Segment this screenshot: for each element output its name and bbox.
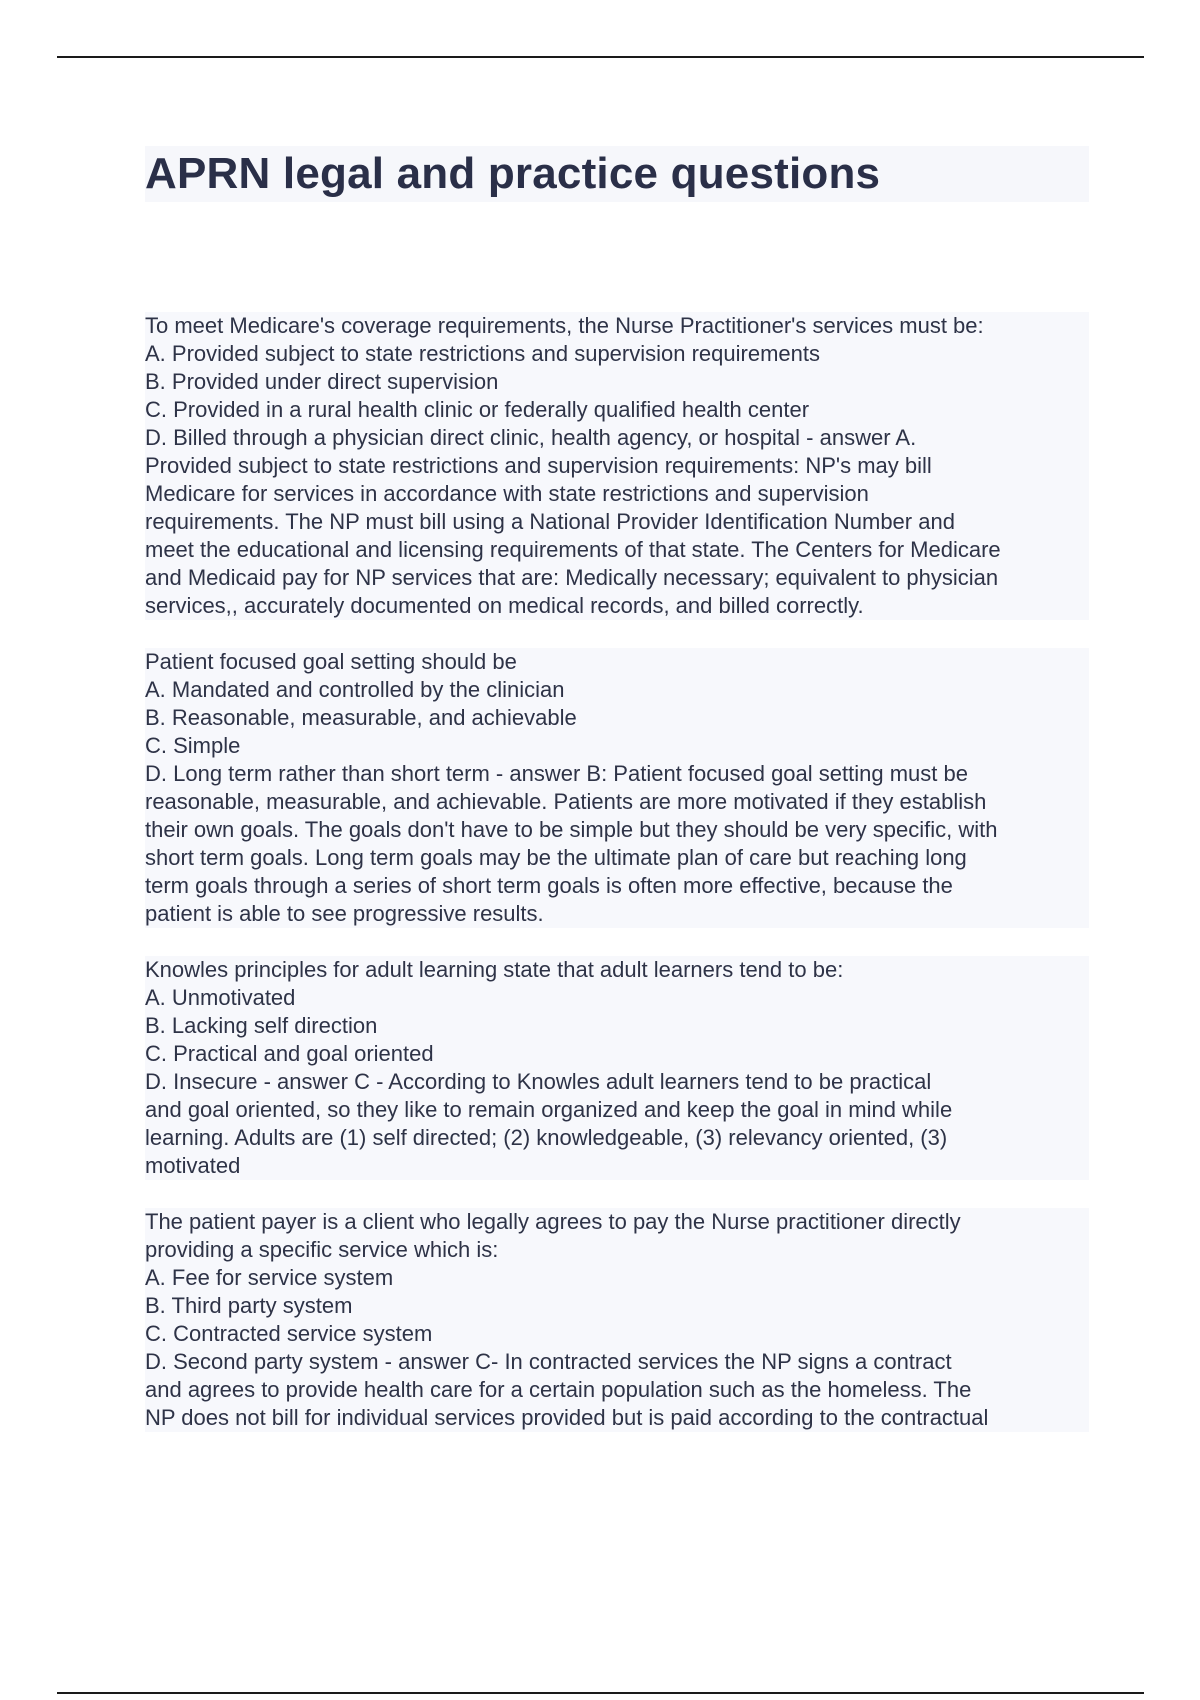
text-line: B. Reasonable, measurable, and achievable	[145, 704, 1089, 732]
text-line: Knowles principles for adult learning state that adult learners tend to be:	[145, 956, 1089, 984]
text-line: C. Practical and goal oriented	[145, 1040, 1089, 1068]
text-line: A. Mandated and controlled by the clinician	[145, 676, 1089, 704]
text-line: NP does not bill for individual services provided but is paid according to the contractual	[145, 1404, 1089, 1432]
question-block	[145, 956, 1089, 1180]
text-line: and Medicaid pay for NP services that are: Medically necessary; equivalent to physician	[145, 564, 1089, 592]
question-block	[145, 1208, 1089, 1432]
text-line: B. Lacking self direction	[145, 1012, 1089, 1040]
text-line: motivated	[145, 1152, 1089, 1180]
text-line: C. Contracted service system	[145, 1320, 1089, 1348]
question-block	[145, 312, 1089, 620]
text-line: Provided subject to state restrictions and supervision requirements: NP's may bill	[145, 452, 1089, 480]
page-bottom-rule	[57, 1692, 1144, 1694]
text-line: D. Long term rather than short term - answer B: Patient focused goal setting must be	[145, 760, 1089, 788]
text-line: A. Unmotivated	[145, 984, 1089, 1012]
text-line: A. Provided subject to state restrictions and supervision requirements	[145, 340, 1089, 368]
text-line: B. Third party system	[145, 1292, 1089, 1320]
text-line: their own goals. The goals don't have to be simple but they should be very specific, with	[145, 816, 1089, 844]
question-block	[145, 648, 1089, 928]
text-line: providing a specific service which is:	[145, 1236, 1089, 1264]
text-line: To meet Medicare's coverage requirements, the Nurse Practitioner's services must be:	[145, 312, 1089, 340]
text-line: D. Second party system - answer C- In contracted services the NP signs a contract	[145, 1348, 1089, 1376]
text-line: short term goals. Long term goals may be the ultimate plan of care but reaching long	[145, 844, 1089, 872]
text-line: and agrees to provide health care for a certain population such as the homeless. The	[145, 1376, 1089, 1404]
text-line: term goals through a series of short term goals is often more effective, because the	[145, 872, 1089, 900]
text-line: patient is able to see progressive results.	[145, 900, 1089, 928]
text-line: and goal oriented, so they like to remain organized and keep the goal in mind while	[145, 1096, 1089, 1124]
text-line: C. Provided in a rural health clinic or federally qualified health center	[145, 396, 1089, 424]
text-line: requirements. The NP must bill using a National Provider Identification Number and	[145, 508, 1089, 536]
text-line: services,, accurately documented on medical records, and billed correctly.	[145, 592, 1089, 620]
text-line: The patient payer is a client who legally agrees to pay the Nurse practitioner directly	[145, 1208, 1089, 1236]
text-line: A. Fee for service system	[145, 1264, 1089, 1292]
question-list	[145, 312, 1089, 1460]
text-line: C. Simple	[145, 732, 1089, 760]
document-title: APRN legal and practice questions	[145, 146, 1089, 202]
text-line: reasonable, measurable, and achievable. Patients are more motivated if they establish	[145, 788, 1089, 816]
text-line: meet the educational and licensing requirements of that state. The Centers for Medicare	[145, 536, 1089, 564]
text-line: learning. Adults are (1) self directed; (2) knowledgeable, (3) relevancy oriented, (3)	[145, 1124, 1089, 1152]
text-line: Medicare for services in accordance with state restrictions and supervision	[145, 480, 1089, 508]
text-line: Patient focused goal setting should be	[145, 648, 1089, 676]
text-line: D. Insecure - answer C - According to Knowles adult learners tend to be practical	[145, 1068, 1089, 1096]
text-line: B. Provided under direct supervision	[145, 368, 1089, 396]
text-line: D. Billed through a physician direct clinic, health agency, or hospital - answer A.	[145, 424, 1089, 452]
page-top-rule	[57, 56, 1144, 58]
